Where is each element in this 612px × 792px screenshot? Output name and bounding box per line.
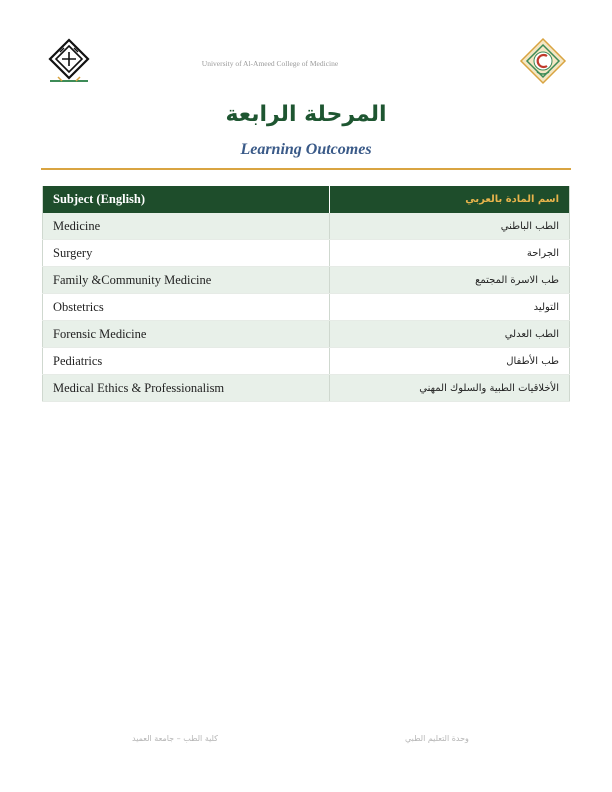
- footer-unit-name: وحدة التعليم الطبي: [405, 734, 469, 743]
- subject-arabic: طب الاسرة المجتمع: [329, 267, 569, 294]
- subject-arabic: الطب الباطني: [329, 213, 569, 240]
- college-seal: [518, 36, 568, 86]
- subject-arabic: الأخلاقيات الطبية والسلوك المهني: [329, 375, 569, 402]
- page-subtitle: Learning Outcomes: [240, 141, 372, 158]
- subjects-table: [42, 186, 570, 402]
- subject-english: Obstetrics: [43, 294, 330, 321]
- subject-arabic: طب الأطفال: [329, 348, 569, 375]
- table-row: [43, 321, 570, 348]
- subject-english: Forensic Medicine: [43, 321, 330, 348]
- university-name: University of Al-Ameed College of Medicine: [201, 59, 339, 68]
- divider: [41, 168, 571, 170]
- subject-english: Medicine: [43, 213, 330, 240]
- page-title-arabic: المرحلة الرابعة: [225, 102, 387, 127]
- table-header-row: [43, 186, 570, 213]
- footer-college-name: كلية الطب – جامعة العميد: [132, 734, 218, 743]
- subject-english: Surgery: [43, 240, 330, 267]
- table-row: [43, 267, 570, 294]
- table-row: [43, 294, 570, 321]
- column-header-arabic: اسم المادة بالعربي: [329, 186, 569, 213]
- subject-english: Pediatrics: [43, 348, 330, 375]
- subject-english: Medical Ethics & Professionalism: [43, 375, 330, 402]
- calligraphy-logo: [44, 36, 94, 86]
- table-row: [43, 213, 570, 240]
- subject-arabic: الجراحة: [329, 240, 569, 267]
- column-header-english: Subject (English): [43, 186, 330, 213]
- table-row: [43, 375, 570, 402]
- subject-arabic: التوليد: [329, 294, 569, 321]
- table-row: [43, 348, 570, 375]
- subject-arabic: الطب العدلي: [329, 321, 569, 348]
- table-row: [43, 240, 570, 267]
- subject-english: Family &Community Medicine: [43, 267, 330, 294]
